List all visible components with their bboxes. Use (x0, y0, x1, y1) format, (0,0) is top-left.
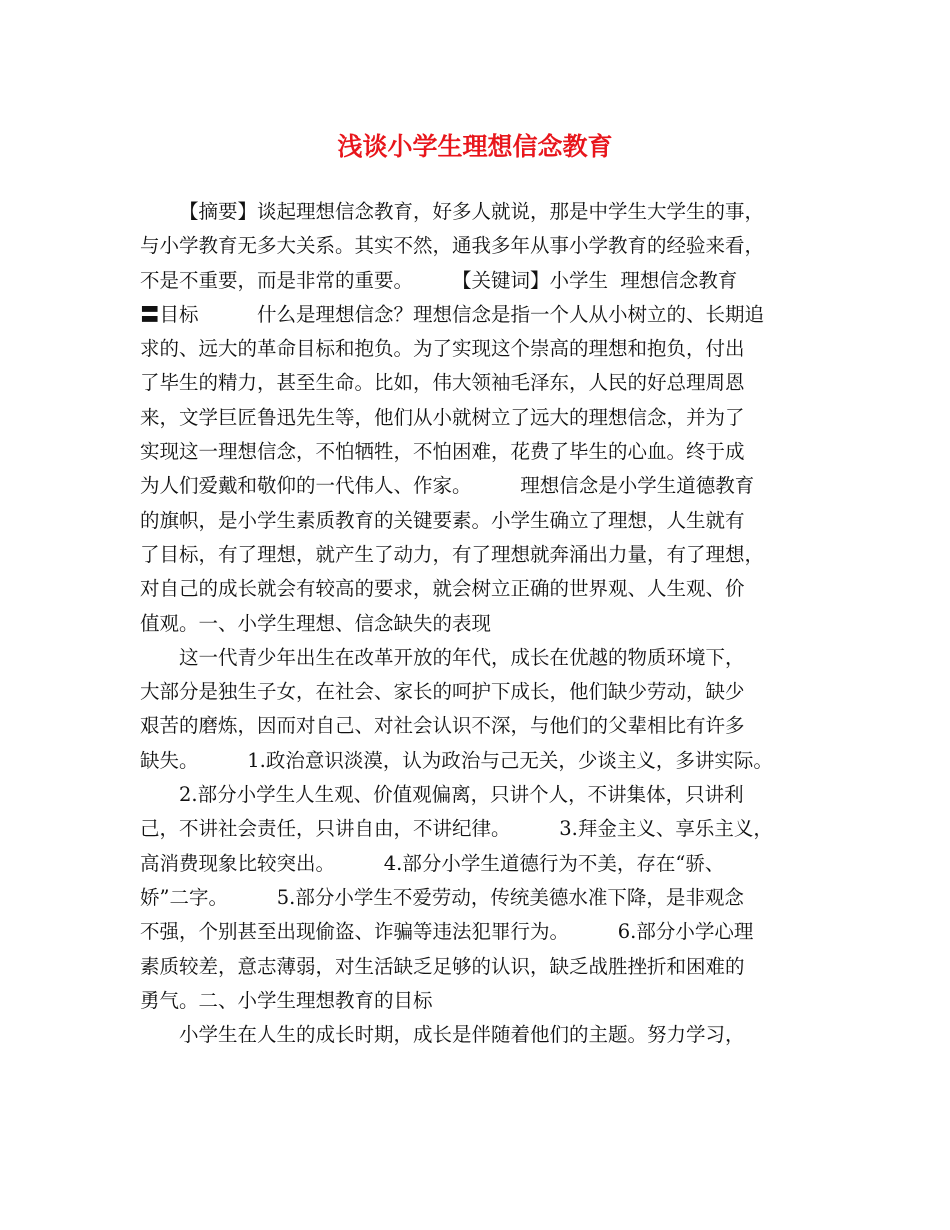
text-line: 了毕生的精力，甚至生命。比如，伟大领袖毛泽东，人民的好总理周恩 (140, 371, 745, 395)
text-line: 大部分是独生子女，在社会、家长的呵护下成长，他们缺少劳动，缺少 (140, 680, 745, 704)
text-line: 勇气。二、小学生理想教育的目标 (140, 988, 433, 1012)
text-line: 求的、远大的革命目标和抱负。为了实现这个崇高的理想和抱负，付出 (140, 337, 745, 361)
text-line: 来，文学巨匠鲁迅先生等，他们从小就树立了远大的理想信念，并为了 (140, 405, 745, 429)
text-line: 了目标，有了理想，就产生了动力，有了理想就奔涌出力量，有了理想， (140, 542, 765, 566)
text-line: 2.部分小学生人生观、价值观偏离，只讲个人，不讲集体，只讲利 (179, 783, 744, 807)
document-body (140, 195, 830, 1052)
text-line: 高消费现象比较突出。 4.部分小学生道德行为不美，存在“骄、 (140, 851, 725, 875)
text-line: 缺失。 1.政治意识淡漠，认为政治与己无关，少谈主义，多讲实际。 (140, 748, 773, 772)
text-line: 实现这一理想信念，不怕牺牲，不怕困难，花费了毕生的心血。终于成 (140, 440, 745, 464)
text-line: 这一代青少年出生在改革开放的年代，成长在优越的物质环境下， (179, 645, 745, 669)
text-line: 己，不讲社会责任，只讲自由，不讲纪律。 3.拜金主义、享乐主义， (140, 817, 773, 841)
document-title: 浅谈小学生理想信念教育 (337, 132, 613, 161)
text-line: 对自己的成长就会有较高的要求，就会树立正确的世界观、人生观、价 (140, 577, 745, 601)
text-line: 不是不重要，而是非常的重要。 【关键词】小学生 理想信念教育 (140, 268, 738, 292)
text-line: 值观。一、小学生理想、信念缺失的表现 (140, 611, 492, 635)
text-line: 素质较差，意志薄弱，对生活缺乏足够的认识，缺乏战胜挫折和困难的 (140, 954, 745, 978)
text-line: 小学生在人生的成长时期，成长是伴随着他们的主题。努力学习， (179, 1023, 745, 1047)
text-line: 的旗帜，是小学生素质教育的关键要素。小学生确立了理想，人生就有 (140, 508, 745, 532)
text-line: 〓目标 什么是理想信念？理想信念是指一个人从小树立的、长期追 (140, 302, 765, 326)
text-line: 【摘要】谈起理想信念教育，好多人就说，那是中学生大学生的事， (179, 200, 765, 223)
text-line: 艰苦的磨炼，因而对自己、对社会认识不深，与他们的父辈相比有许多 (140, 714, 745, 738)
text-line: 为人们爱戴和敬仰的一代伟人、作家。 理想信念是小学生道德教育 (140, 474, 755, 498)
text-line: 与小学教育无多大关系。其实不然，通我多年从事小学教育的经验来看， (140, 234, 765, 258)
text-line: 不强，个别甚至出现偷盗、诈骗等违法犯罪行为。 6.部分小学心理 (140, 920, 754, 944)
text-line: 娇”二字。 5.部分小学生不爱劳动，传统美德水准下降，是非观念 (140, 885, 744, 909)
